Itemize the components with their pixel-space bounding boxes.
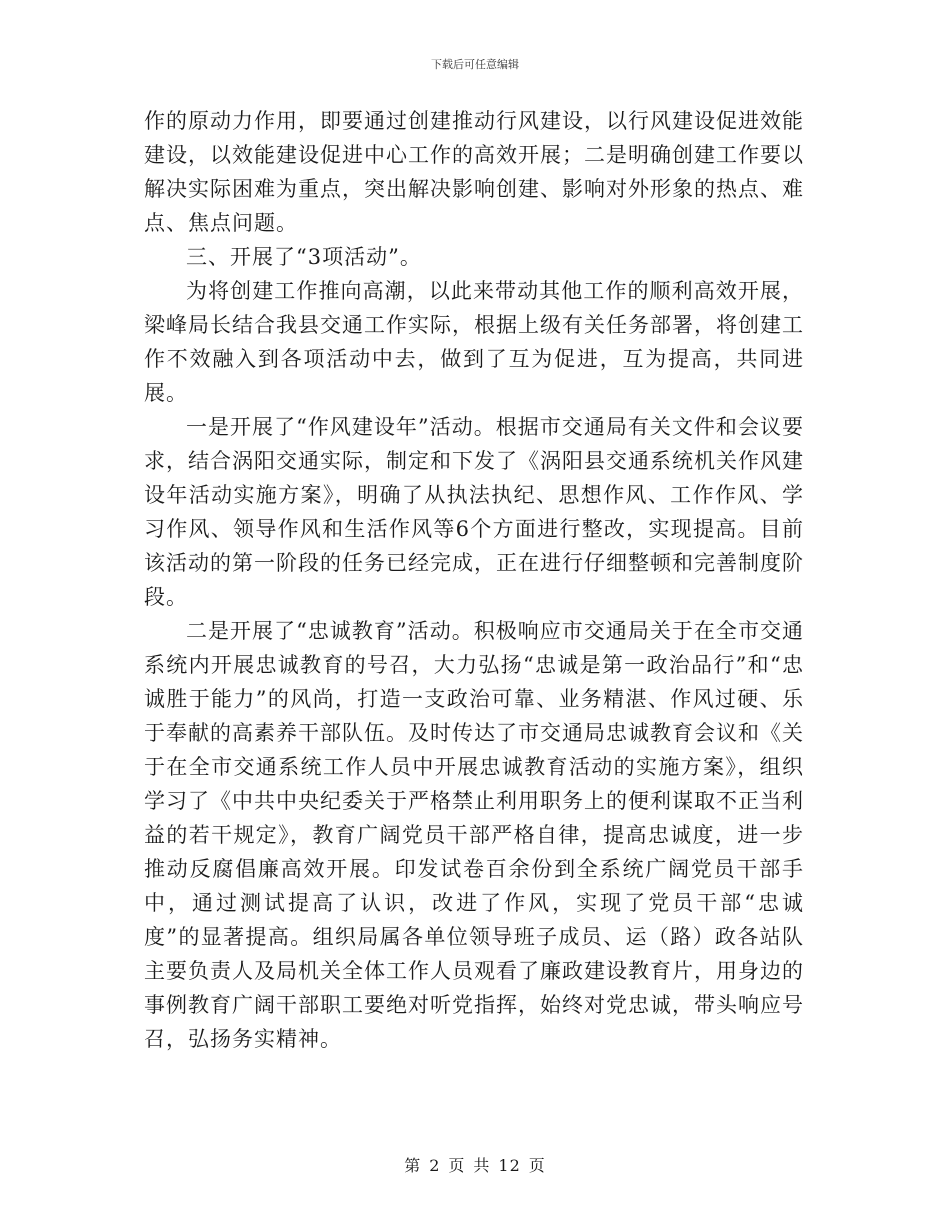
total-pages: 12 bbox=[498, 1156, 521, 1175]
paragraph-activity-two: 二是开展了“忠诚教育”活动。积极响应市交通局关于在全市交通系统内开展忠诚教育的号召，大力弘扬“忠诚是第一政治品行”和“忠诚胜于能力”的风尚，打造一支政治可靠、业务精湛、作风过硬、乐于奉献的高素养干部队伍。及时传达了市交通局忠诚教育会议和《关于在全市交通系统工作人员中开展忠诚教育活动的实施方案》，组织学习了《中共中央纪委关于严格禁止利用职务上的便利谋取不正当利益的若干规定》，教育广阔党员干部严格自律，提高忠诚度，进一步推动反腐倡廉高效开展。印发试卷百余份到全系统广阔党员干部手中，通过测试提高了认识，改进了作风，实现了党员干部“忠诚度”的显著提高。组织局属各单位领导班子成员、运（路）政各站队主要负责人及局机关全体工作人员观看了廉政建设教育片，用身边的事例教育广阔干部职工要绝对听党指挥，始终对党忠诚，带头响应号召，弘扬务实精神。 bbox=[144, 619, 804, 1051]
document-body bbox=[144, 104, 804, 1056]
page-header: 下载后可任意编辑 bbox=[431, 58, 519, 71]
section-heading: 三、开展了“3项活动”。 bbox=[186, 245, 422, 269]
paragraph-continuation: 作的原动力作用，即要通过创建推动行风建设，以行风建设促进效能建设，以效能建设促进中心工作的高效开展；二是明确创建工作要以解决实际困难为重点，突出解决影响创建、影响对外形象的热点、难点、焦点问题。 bbox=[144, 109, 804, 235]
total-word: 共 bbox=[473, 1156, 491, 1175]
paragraph-intro: 为将创建工作推向高潮，以此来带动其他工作的顺利高效开展，梁峰局长结合我县交通工作实际，根据上级有关任务部署，将创建工作不效融入到各项活动中去，做到了互为促进，互为提高，共同进展。 bbox=[144, 279, 804, 405]
page-unit: 页 bbox=[448, 1156, 466, 1175]
page-footer bbox=[0, 1153, 950, 1176]
total-unit: 页 bbox=[528, 1156, 546, 1175]
paragraph-activity-one: 一是开展了“作风建设年”活动。根据市交通局有关文件和会议要求，结合涡阳交通实际，制定和下发了《涡阳县交通系统机关作风建设年活动实施方案》，明确了从执法执纪、思想作风、工作作风、学习作风、领导作风和生活作风等6个方面进行整改，实现提高。目前该活动的第一阶段的任务已经完成，正在进行仔细整顿和完善制度阶段。 bbox=[144, 415, 804, 609]
page-word: 第 bbox=[404, 1156, 422, 1175]
page-number: 2 bbox=[429, 1156, 441, 1175]
